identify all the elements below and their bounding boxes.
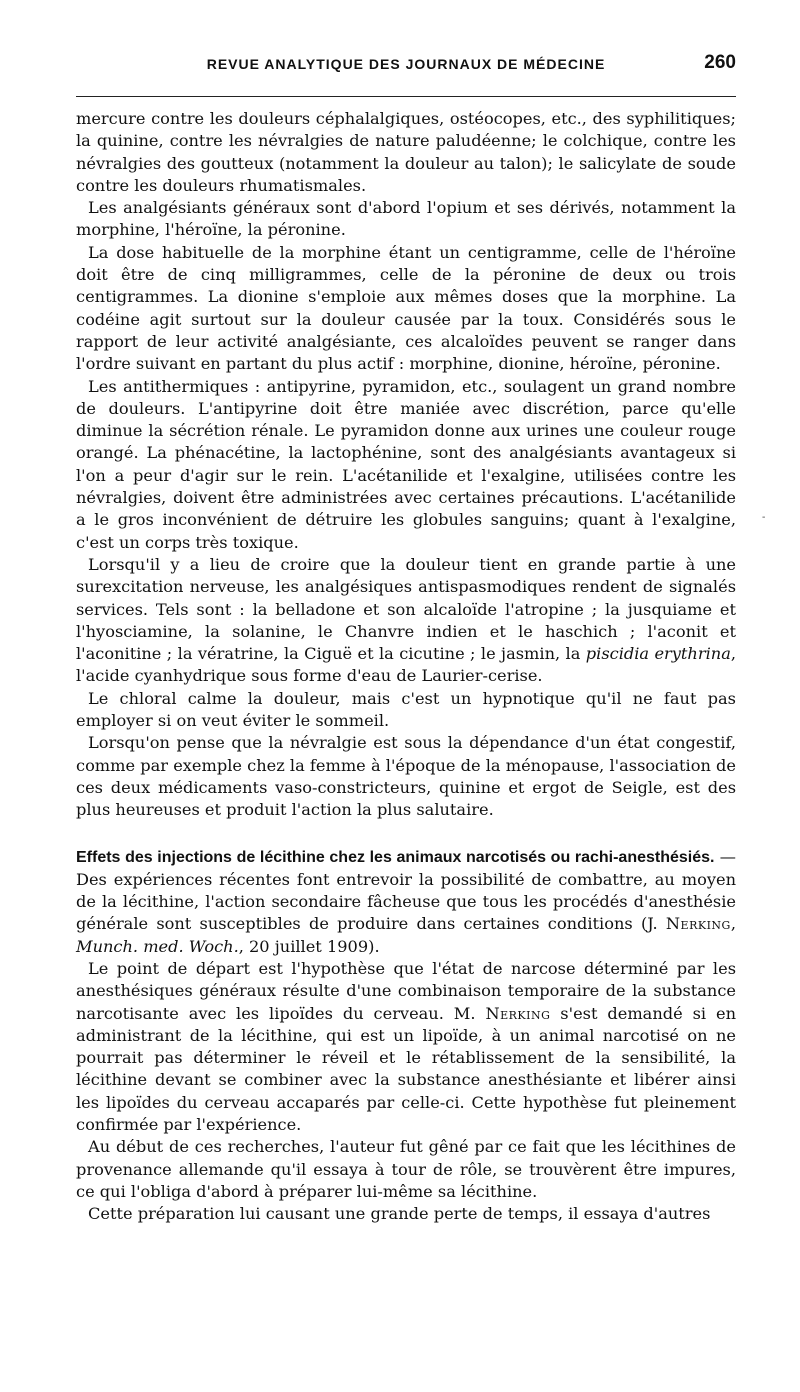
margin-mark: - xyxy=(762,512,766,523)
paragraph-3: La dose habituelle de la morphine étant un centigramme, celle de l'héroïne doit être de cinq milligrammes, celle de la péronine de deux ou trois centigrammes. La dionine s'emploie aux mêmes doses que la morphine. La codéine agit surtout sur la douleur causée par la toux. Considérés sous le rapport de leur activité analgésiante, ces alcaloïdes peuvent se ranger dans l'ordre suivant en partant du plus actif : morphine, dionine, héroïne, péronine. xyxy=(76,242,736,374)
section-paragraph-4: Cette préparation lui causant une grande perte de temps, il essaya d'autres xyxy=(88,1204,711,1224)
page-number: 260 xyxy=(704,52,736,73)
paragraph-4: Les antithermiques : antipyrine, pyramidon, etc., soulagent un grand nombre de douleurs. L'antipyrine doit être maniée avec discrétion, parce qu'elle diminue la sécrétion rénale. Le pyramidon donne aux urines une couleur rouge orangé. La phénacétine, la lactophénine, sont des analgésiants avantageux si l'on a peur d'agir sur le rein. L'acétanilide et l'exalgine, utilisées contre les névralgies, doivent être administrées avec certaines précautions. L'acétanilide a le gros inconvénient de détruire les globules sanguins; quant à l'exalgine, c'est un corps très toxique. xyxy=(76,376,736,552)
paragraph-5 xyxy=(76,554,736,688)
author-name: Nerking xyxy=(665,914,731,934)
section-intro: — Des expériences récentes font entrevoir la possibilité de combattre, au moyen de la lécithine, l'action secondaire fâcheuse que tous les procédés d'anesthésie générale sont susceptibles de produire dans certaines conditions (J. xyxy=(76,846,736,934)
author-name-2: Nerking xyxy=(485,1003,551,1023)
page-header xyxy=(76,52,736,82)
paragraph-5-end: , l'acide cyanhydrique sous forme d'eau de Laurier-cerise. xyxy=(76,644,737,686)
section-p2-text: Le point de départ est l'hypothèse que l'état de narcose déterminé par les anesthésiques généraux résulte d'une combinaison temporaire de la substance narcotisante avec les lipoïdes du cerveau. M. xyxy=(76,958,736,1023)
paragraph-2: Les analgésiants généraux sont d'abord l'opium et ses dérivés, notamment la morphine, l'héroïne, la péronine. xyxy=(76,198,736,240)
journal-name: Munch. med. Woch. xyxy=(76,936,239,956)
header-rule xyxy=(76,96,736,97)
body-text xyxy=(76,108,736,1226)
species-name: piscidia erythrina xyxy=(585,644,731,664)
paragraph-5-text: Lorsqu'il y a lieu de croire que la douleur tient en grande partie à une surexcitation nerveuse, les analgésiques antispasmodiques rendent de signalés services. Tels sont : la belladone et son alcaloïde l'atropine ; la jusquiame et l'hyosciamine, la solanine, le Chanvre indien et le haschich ; l'aconit et l'aconitine ; la vératrine, la Ciguë et la cicutine ; le jasmin, la xyxy=(76,554,736,664)
paragraph-7: Lorsqu'on pense que la névralgie est sous la dépendance d'un état congestif, comme par exemple chez la femme à l'époque de la ménopause, l'association de ces deux médicaments vaso-constricteurs, quinine et ergot de Seigle, est des plus heureuses et produit l'action la plus salutaire. xyxy=(76,733,736,820)
section-paragraph-3: Au début de ces recherches, l'auteur fut gêné par ce fait que les lécithines de provenance allemande qu'il essaya à tour de rôle, se trouvèrent être impures, ce qui l'obliga d'abord à préparer lui-même sa lécithine. xyxy=(76,1137,736,1201)
running-head: REVUE ANALYTIQUE DES JOURNAUX DE MÉDECINE xyxy=(206,56,606,72)
citation-date: , 20 juillet 1909). xyxy=(238,936,380,956)
paragraph-1: mercure contre les douleurs céphalalgiques, ostéocopes, etc., des syphilitiques; la quinine, contre les névralgies de nature paludéenne; le colchique, contre les névralgies des goutteux (notamment la douleur au talon); le salicylate de soude contre les douleurs rhumatismales. xyxy=(76,109,736,195)
paragraph-6: Le chloral calme la douleur, mais c'est un hypnotique qu'il ne faut pas employer si on veut éviter le sommeil. xyxy=(76,688,736,731)
section-title: Effets des injections de lécithine chez les animaux narcotisés ou rachi-anesthésiés. xyxy=(76,848,715,866)
section-paragraph-1: Effets des injections de lécithine chez les animaux narcotisés ou rachi-anesthésiés. — Des expériences récentes font entrevoir la possibilité de combattre, au moyen de la lécithine, l'action secondaire fâcheuse que tous les procédés d'anesthésie générale sont susceptibles de produire dans certaines conditions (J. Nerking, Munch. med. Woch., 20 juillet 1909). xyxy=(76,846,736,956)
section-paragraph-2 xyxy=(76,958,736,1136)
section-p2-end: s'est demandé si en administrant de la lécithine, qui est un lipoïde, à un animal narcotisé on ne pourrait pas déterminer le réveil et le rétablissement de la sensibilité, la lécithine devant se combiner avec la substance anesthésiante et libérer ainsi les lipoïdes du cerveau accaparés par celle-ci. Cette hypothèse fut pleinement confirmée par l'expérience. xyxy=(76,1003,737,1135)
section-gap xyxy=(76,822,736,846)
